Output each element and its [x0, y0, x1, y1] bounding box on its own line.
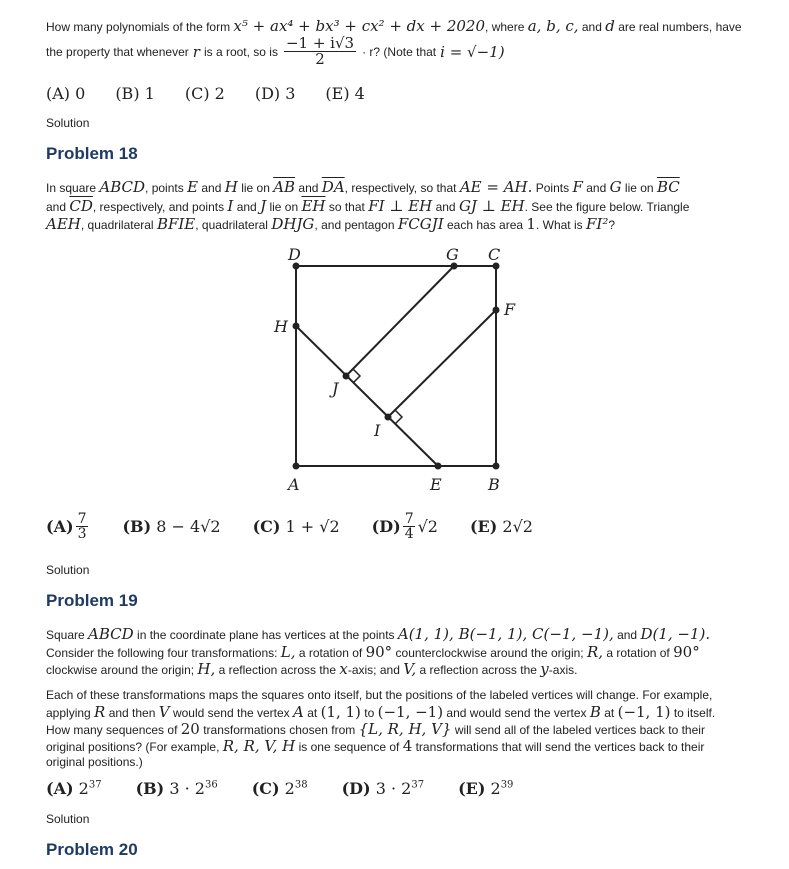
p18-line2: and $\overline{CD}$, respectively, and points I and J lie on $\overline{EH}$ so that FI ⊥ EH and GJ ⊥ EH. See the figure below. Triangle	[46, 197, 690, 215]
p19-choice-c: (C) $2^{38}$	[251, 779, 308, 798]
p17-choice-c: (C) 2	[184, 84, 225, 103]
point-i	[385, 414, 392, 421]
label-g: G	[446, 245, 459, 264]
p19-heading: Problem 19	[46, 591, 138, 610]
p18-choice-d: (D) $\frac{7}{4}$ √2	[371, 511, 438, 542]
label-b: B	[488, 475, 500, 494]
p18-figure	[266, 240, 566, 495]
p19-choice-a: (A) $2^{37}$	[46, 779, 102, 798]
p19-para2-line2: applying R and then V would send the vertex A at (1, 1) to (−1, −1) and would send the vertex B at (−1, 1) to itself.	[46, 703, 716, 721]
p17-line1: How many polynomials of the form x⁵ + ax⁴ + bx³ + cx² + dx + 2020, where a, b, c, and d are real numbers, have	[46, 17, 742, 35]
p18-solution-link[interactable]: Solution	[46, 563, 90, 577]
label-i: I	[374, 421, 381, 440]
p19-choice-d: (D) $3 \cdot 2^{37}$	[341, 779, 425, 798]
point-b	[493, 463, 500, 470]
p18-choices	[46, 512, 533, 541]
segment-gj	[346, 266, 454, 376]
segment-fi	[388, 310, 496, 417]
p20-heading: Problem 20	[46, 840, 138, 859]
p18-choice-e: (E) 2√2	[469, 517, 533, 536]
p17-line2: the property that whenever r is a root, so is $\frac{-1 + i√3}{2}$ · r? (Note that i = √−1)	[46, 34, 505, 68]
p18-choice-c: (C) 1 + √2	[252, 517, 340, 536]
point-h	[293, 323, 300, 330]
p17-fraction: $\frac{-1 + i√3}{2}$	[285, 34, 355, 68]
p19-para2-line5: original positions.)	[46, 755, 143, 769]
point-e	[435, 463, 442, 470]
label-h: H	[274, 317, 288, 336]
p19-line2: Consider the following four transformations: L, a rotation of 90° counterclockwise around the origin; R, a rotation of 90°	[46, 643, 700, 661]
p17-solution-link[interactable]: Solution	[46, 116, 90, 130]
p17-choice-e: (E) 4	[325, 84, 365, 103]
label-j: J	[332, 379, 339, 398]
p19-choice-e: (E) $2^{39}$	[458, 779, 514, 798]
segment-eh	[296, 326, 438, 466]
p17-choice-b: (B) 1	[115, 84, 155, 103]
p19-choice-b: (B) $3 \cdot 2^{36}$	[135, 779, 218, 798]
p18-choice-a: (A) $\frac{7}{3}$	[46, 511, 87, 542]
right-angle-i	[395, 410, 402, 424]
p17-choice-a: (A) 0	[46, 84, 86, 103]
p18-line3: AEH, quadrilateral BFIE, quadrilateral DHJG, and pentagon FCGJI each has area 1. What is FI²?	[46, 215, 616, 233]
p19-line1: Square ABCD in the coordinate plane has vertices at the points A(1, 1), B(−1, 1), C(−1, −1), and D(1, −1).	[46, 625, 711, 643]
p17-polynomial: x⁵ + ax⁴ + bx³ + cx² + dx + 2020	[233, 17, 486, 35]
label-d: D	[288, 245, 301, 264]
p17-choices	[46, 84, 365, 103]
p18-line1: In square ABCD, points E and H lie on $\overline{AB}$ and $\overline{DA}$, respectively, so that AE = AH. Points F and G lie on $\overline{BC}$	[46, 178, 680, 196]
label-c: C	[488, 245, 501, 264]
p19-choices	[46, 779, 513, 798]
label-a: A	[288, 475, 300, 494]
p19-solution-link[interactable]: Solution	[46, 812, 90, 826]
p18-heading: Problem 18	[46, 144, 138, 163]
p19-para2-line1: Each of these transformations maps the squares onto itself, but the positions of the labeled vertices will change. For example,	[46, 688, 713, 702]
p18-choice-b: (B) 8 − 4√2	[122, 517, 221, 536]
point-j	[343, 373, 350, 380]
p19-para2-line3: How many sequences of 20 transformations chosen from {L, R, H, V} will send all of the labeled vertices back to their	[46, 720, 705, 738]
p19-para2-line4: original positions? (For example, R, R, V, H is one sequence of 4 transformations that will send the vertices back to their	[46, 737, 705, 755]
square-abcd	[296, 266, 496, 466]
label-f: F	[504, 300, 516, 319]
point-a	[293, 463, 300, 470]
point-f	[493, 307, 500, 314]
right-angle-j	[353, 369, 360, 383]
p19-line3: clockwise around the origin; H, a reflection across the x-axis; and V, a reflection across the y-axis.	[46, 660, 578, 678]
label-e: E	[430, 475, 442, 494]
p17-choice-d: (D) 3	[254, 84, 296, 103]
